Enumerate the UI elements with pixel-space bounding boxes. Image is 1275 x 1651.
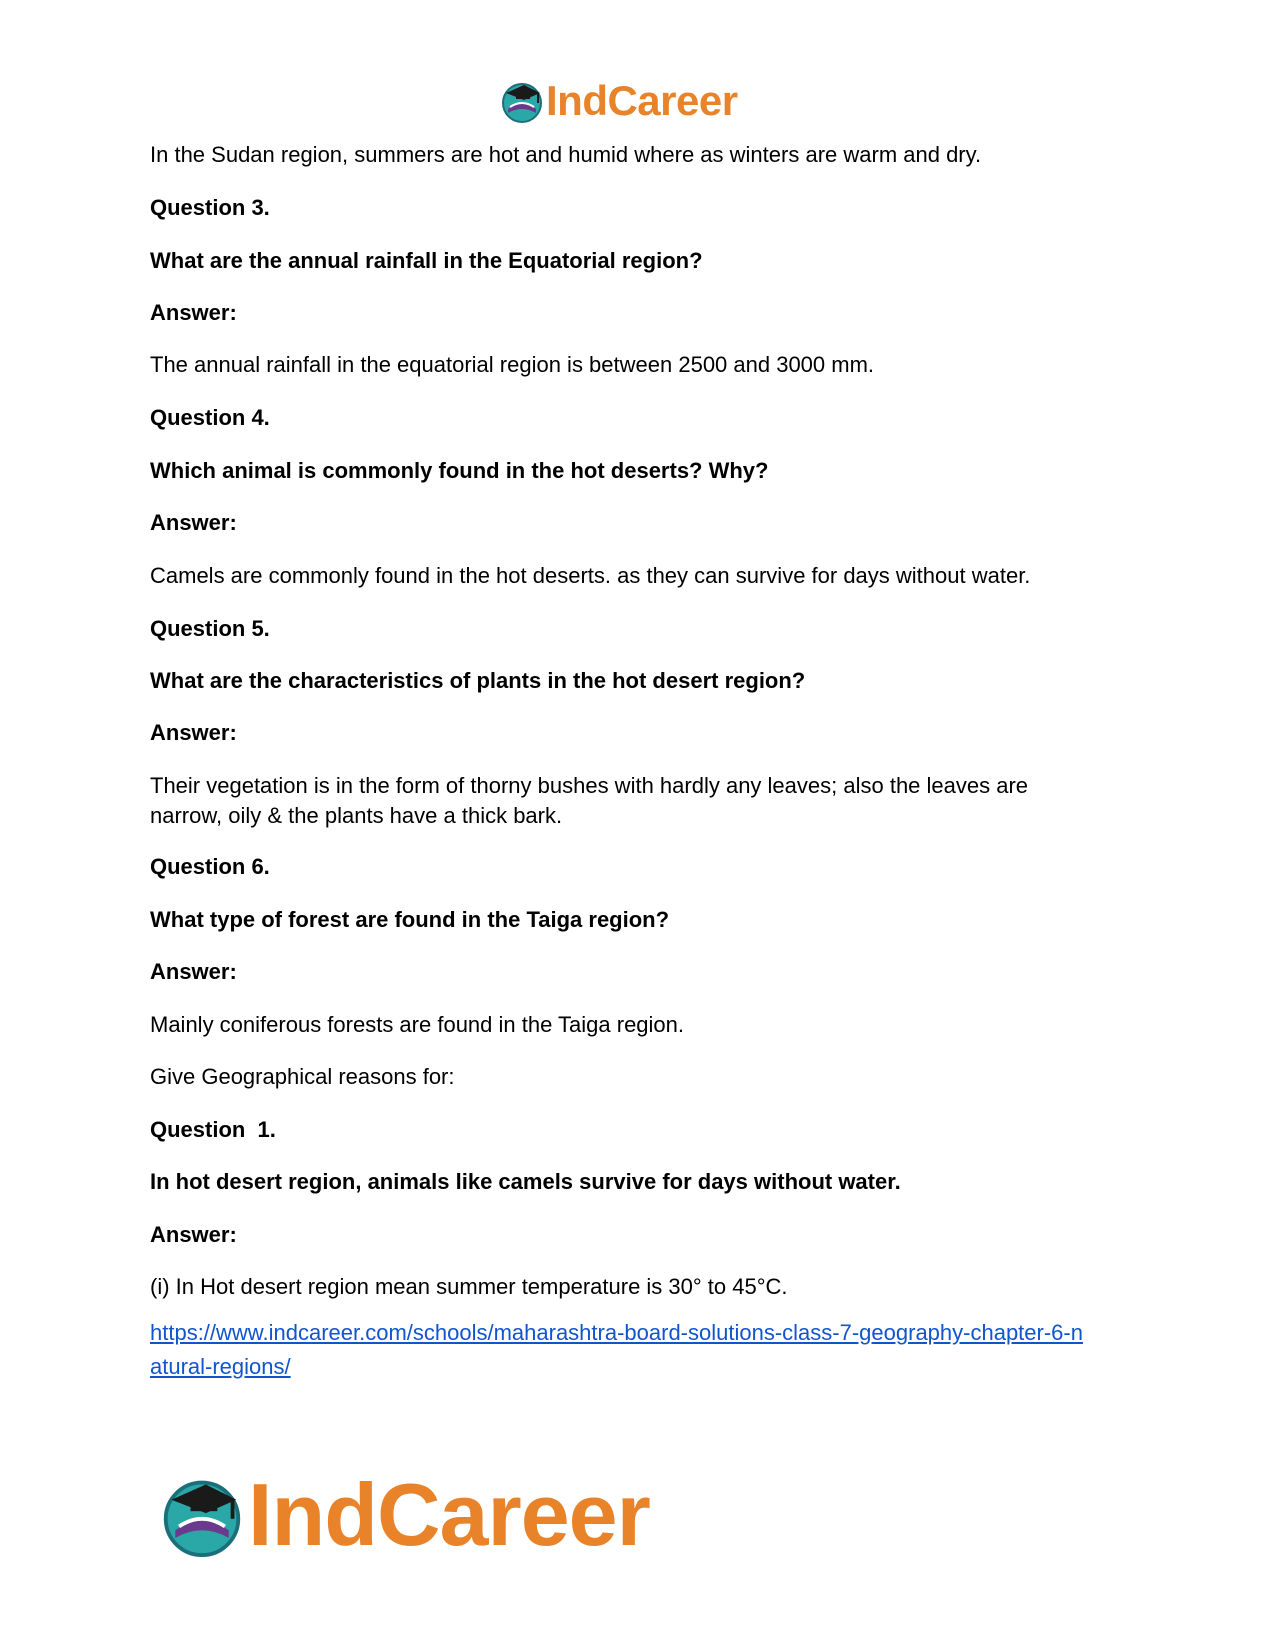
footer-logo <box>160 1465 650 1564</box>
question-3-answer: The annual rainfall in the equatorial region is between 2500 and 3000 mm. <box>150 352 875 377</box>
question-5-text: What are the characteristics of plants in the hot desert region? <box>150 668 806 693</box>
question-5-answer: Their vegetation is in the form of thorny bushes with hardly any leaves; also the leaves are narrow, oily & the plants have a thick bark. <box>150 773 1029 828</box>
graduation-globe-icon <box>160 1473 244 1557</box>
graduation-globe-icon <box>500 79 544 123</box>
intro-text: In the Sudan region, summers are hot and humid where as winters are warm and dry. <box>150 142 982 167</box>
section-heading: Give Geographical reasons for: <box>150 1064 455 1089</box>
question-4-answer: Camels are commonly found in the hot deserts. as they can survive for days without water. <box>150 563 1031 588</box>
question-3-text: What are the annual rainfall in the Equatorial region? <box>150 248 703 273</box>
question-6-answer-label: Answer: <box>150 959 237 984</box>
header-logo <box>500 76 738 126</box>
reason-1-answer: (i) In Hot desert region mean summer temperature is 30° to 45°C. <box>150 1274 788 1299</box>
question-4-answer-label: Answer: <box>150 510 237 535</box>
question-5-label: Question 5. <box>150 616 270 641</box>
brand-name: IndCareer <box>546 77 738 124</box>
question-6-label: Question 6. <box>150 854 270 879</box>
brand-name: IndCareer <box>248 1465 650 1564</box>
reason-1-text: In hot desert region, animals like camels survive for days without water. <box>150 1169 901 1194</box>
source-link-line-2[interactable]: atural-regions/ <box>150 1354 291 1379</box>
reason-1-label: Question 1. <box>150 1117 276 1142</box>
reason-1-answer-label: Answer: <box>150 1222 237 1247</box>
question-5-answer-label: Answer: <box>150 720 237 745</box>
question-3-label: Question 3. <box>150 195 270 220</box>
question-3-answer-label: Answer: <box>150 300 237 325</box>
question-6-text: What type of forest are found in the Taiga region? <box>150 907 670 932</box>
question-4-label: Question 4. <box>150 405 270 430</box>
question-6-answer: Mainly coniferous forests are found in the Taiga region. <box>150 1012 685 1037</box>
question-4-text: Which animal is commonly found in the hot deserts? Why? <box>150 458 769 483</box>
source-link-line-1[interactable]: https://www.indcareer.com/schools/maharashtra-board-solutions-class-7-geography-chapter-6-n <box>150 1320 1083 1345</box>
